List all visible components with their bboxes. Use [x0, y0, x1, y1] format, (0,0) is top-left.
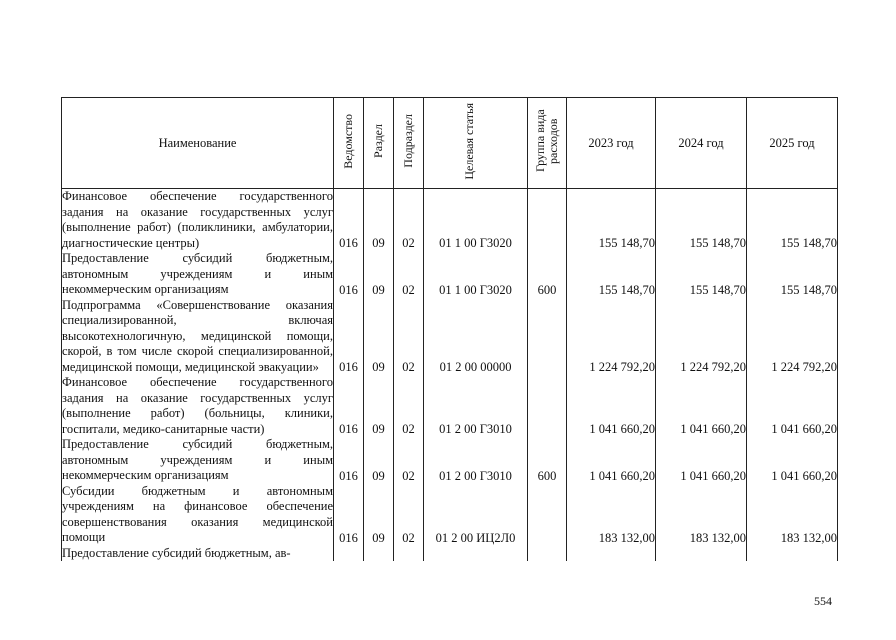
row-gruppa: 600: [528, 437, 567, 484]
row-razdel: 09: [364, 189, 394, 252]
row-vedomstvo: 016: [334, 251, 364, 298]
row-2025: 1 041 660,20: [747, 437, 838, 484]
row-vedomstvo: 016: [334, 437, 364, 484]
row-podrazdel: 02: [394, 189, 424, 252]
row-2023: 183 132,00: [567, 484, 656, 546]
row-celevaya: [424, 546, 528, 562]
row-gruppa: [528, 484, 567, 546]
row-vedomstvo: 016: [334, 484, 364, 546]
row-2024: [656, 546, 747, 562]
row-podrazdel: 02: [394, 484, 424, 546]
row-2024: 155 148,70: [656, 189, 747, 252]
header-gruppa: Группа вида расходов: [528, 98, 567, 189]
row-name: Предоставление субсидий бюджетным, автономным учреждениям и иным некоммерческим организациям: [62, 437, 333, 482]
row-razdel: 09: [364, 251, 394, 298]
row-celevaya: 01 2 00 ИЦ2Л0: [424, 484, 528, 546]
row-celevaya: 01 1 00 Г3020: [424, 251, 528, 298]
table-header-row: [62, 98, 838, 189]
row-2023: 155 148,70: [567, 251, 656, 298]
row-gruppa: [528, 189, 567, 252]
row-podrazdel: 02: [394, 298, 424, 376]
row-gruppa: 600: [528, 251, 567, 298]
row-gruppa: [528, 546, 567, 562]
row-gruppa: [528, 375, 567, 437]
row-celevaya: 01 2 00 00000: [424, 298, 528, 376]
table-row: [62, 298, 838, 376]
row-2025: 1 224 792,20: [747, 298, 838, 376]
table-row: [62, 251, 838, 298]
row-name: Финансовое обеспечение государственного задания на оказание государственных услуг (выполнение работ) (больницы, клиники, госпитали, медико-санитарные части): [62, 375, 333, 436]
row-podrazdel: 02: [394, 375, 424, 437]
table-row: [62, 375, 838, 437]
row-2025: 1 041 660,20: [747, 375, 838, 437]
header-podrazdel: Подраздел: [394, 98, 424, 189]
budget-table: [61, 97, 838, 561]
row-razdel: 09: [364, 437, 394, 484]
header-name: Наименование: [62, 98, 334, 189]
row-2023: 1 041 660,20: [567, 437, 656, 484]
row-celevaya: 01 2 00 Г3010: [424, 437, 528, 484]
row-2024: 1 041 660,20: [656, 437, 747, 484]
row-2024: 155 148,70: [656, 251, 747, 298]
header-2023: 2023 год: [567, 98, 656, 189]
row-podrazdel: 02: [394, 437, 424, 484]
row-2023: [567, 546, 656, 562]
row-2025: [747, 546, 838, 562]
row-name: Финансовое обеспечение государственного задания на оказание государственных услуг (выполнение работ) (поликлиники, амбулатории, диагностические центры): [62, 189, 333, 250]
row-razdel: 09: [364, 484, 394, 546]
row-2024: 1 224 792,20: [656, 298, 747, 376]
page-number: 554: [814, 594, 832, 608]
row-2023: 1 224 792,20: [567, 298, 656, 376]
row-celevaya: 01 2 00 Г3010: [424, 375, 528, 437]
header-vedomstvo: Ведомство: [334, 98, 364, 189]
row-vedomstvo: 016: [334, 189, 364, 252]
row-razdel: 09: [364, 298, 394, 376]
row-2023: 1 041 660,20: [567, 375, 656, 437]
row-2025: 155 148,70: [747, 189, 838, 252]
row-gruppa: [528, 298, 567, 376]
row-razdel: [364, 546, 394, 562]
row-2023: 155 148,70: [567, 189, 656, 252]
header-2025: 2025 год: [747, 98, 838, 189]
header-2024: 2024 год: [656, 98, 747, 189]
row-vedomstvo: 016: [334, 375, 364, 437]
header-celevaya: Целевая статья: [424, 98, 528, 189]
row-vedomstvo: 016: [334, 298, 364, 376]
row-podrazdel: 02: [394, 251, 424, 298]
table-row: [62, 189, 838, 252]
row-2025: 183 132,00: [747, 484, 838, 546]
row-2024: 1 041 660,20: [656, 375, 747, 437]
row-name: Субсидии бюджетным и автономным учреждениям на финансовое обеспечение совершенствования оказания медицинской помощи: [62, 483, 333, 544]
row-vedomstvo: [334, 546, 364, 562]
table-row: [62, 546, 838, 562]
row-name: Предоставление субсидий бюджетным, ав-: [62, 546, 334, 562]
row-razdel: 09: [364, 375, 394, 437]
row-celevaya: 01 1 00 Г3020: [424, 189, 528, 252]
row-2024: 183 132,00: [656, 484, 747, 546]
row-name: Подпрограмма «Совершенствование оказания специализированной, включая высокотехнологичную, медицинской помощи, скорой, в том числе скорой специализированной, медицинской помощи, медицинской эвакуации»: [62, 297, 333, 374]
row-podrazdel: [394, 546, 424, 562]
row-name: Предоставление субсидий бюджетным, автономным учреждениям и иным некоммерческим организациям: [62, 251, 333, 296]
table-row: [62, 437, 838, 484]
header-razdel: Раздел: [364, 98, 394, 189]
table-row: [62, 484, 838, 546]
row-2025: 155 148,70: [747, 251, 838, 298]
